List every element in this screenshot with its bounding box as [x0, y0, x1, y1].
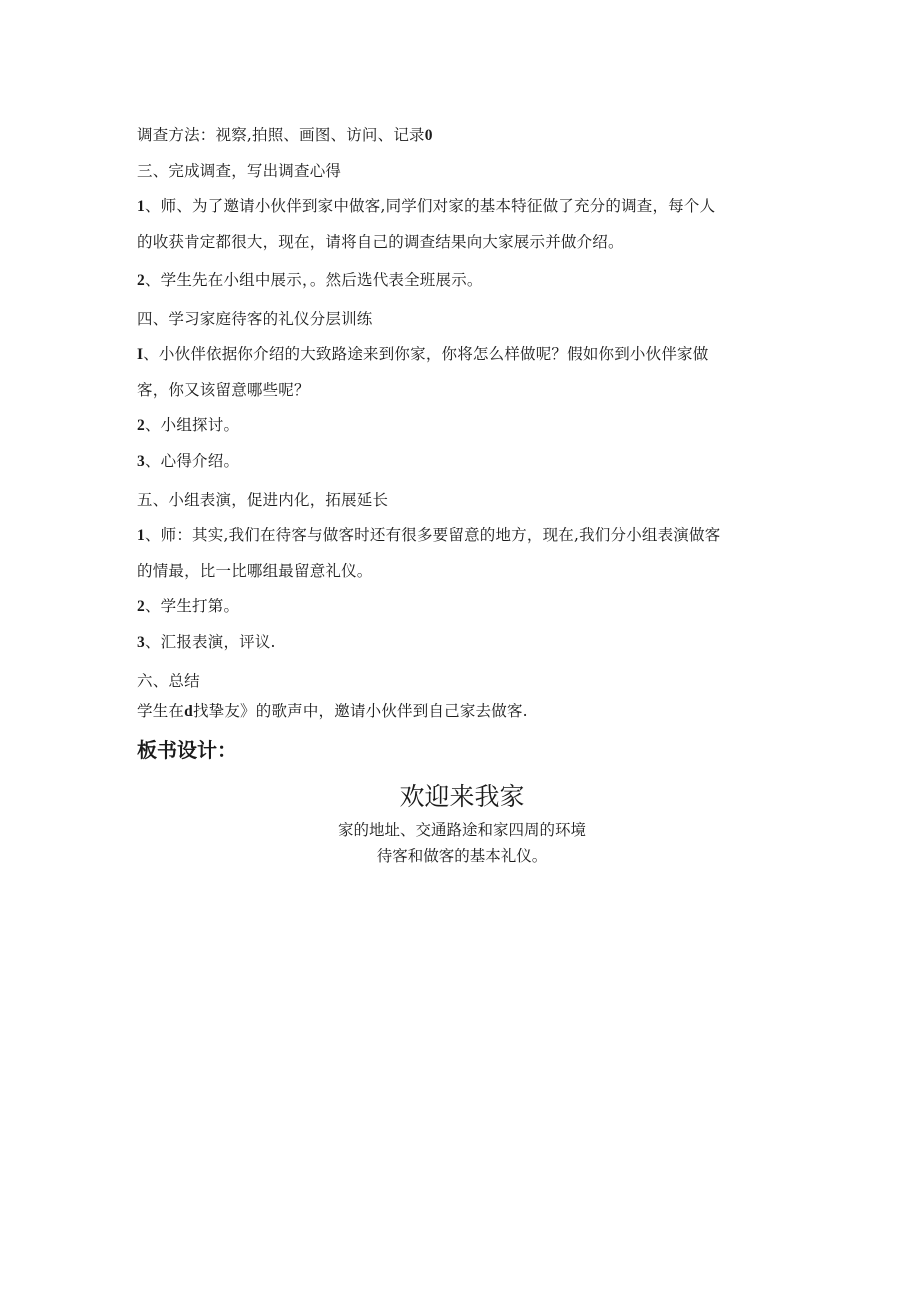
paragraph-item: 3、汇报表演，评议. [137, 633, 276, 651]
paragraph-survey-method: 调查方法：视察,拍照、画图、访问、记录0 [137, 126, 433, 144]
paragraph-item: 3、心得介绍。 [137, 452, 240, 470]
section-heading-3: 三、完成调查，写出调查心得 [137, 162, 342, 180]
paragraph-continuation: 的收获肯定都很大，现在，请将自己的调查结果向大家展示并做介绍。 [137, 233, 624, 251]
board-line-1: 家的地址、交通路途和家四周的环境 [337, 821, 586, 839]
paragraph-summary: 学生在d找挚友》的歌声中，邀请小伙伴到自己家去做客. [137, 702, 528, 720]
board-title: 欢迎来我家 [399, 782, 525, 811]
paragraph-item: 2、小组探讨。 [137, 416, 240, 434]
paragraph-continuation: 的情最，比一比哪组最留意礼仪。 [137, 562, 373, 580]
document-body [137, 122, 787, 869]
paragraph-item: 2、学生先在小组中展示，。然后选代表全班展示。 [137, 271, 483, 289]
paragraph-item: 1、师：其实,我们在待客与做客时还有很多要留意的地方，现在,我们分小组表演做客 [137, 526, 721, 544]
paragraph-item: 1、师、为了邀请小伙伴到家中做客,同学们对家的基本特征做了充分的调查，每个人 [137, 197, 716, 215]
board-design-heading: 板书设计： [137, 738, 237, 762]
board-line-2: 待客和做客的基本礼仪。 [376, 847, 548, 865]
section-heading-4: 四、学习家庭待客的礼仪分层训练 [137, 310, 373, 328]
section-heading-5: 五、小组表演，促进内化，拓展延长 [137, 491, 389, 509]
paragraph-item: 2、学生打第。 [137, 597, 240, 615]
paragraph-item: I、小伙伴依据你介绍的大致路途来到你家，你将怎么样做呢？假如你到小伙伴家做 [137, 345, 709, 363]
section-heading-6: 六、总结 [137, 672, 200, 690]
paragraph-continuation: 客，你又该留意哪些呢？ [137, 381, 310, 399]
